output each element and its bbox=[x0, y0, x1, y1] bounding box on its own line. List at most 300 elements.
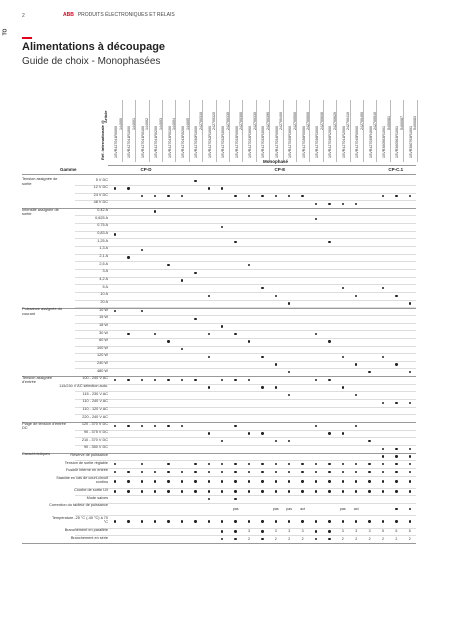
row-divider bbox=[75, 535, 416, 536]
availability-dot bbox=[141, 379, 143, 381]
availability-dot bbox=[127, 471, 129, 473]
gamme-header: CP-C.1 bbox=[388, 167, 404, 172]
availability-dot bbox=[261, 432, 263, 434]
row-divider bbox=[75, 231, 416, 232]
availability-dot bbox=[221, 490, 223, 492]
cell-value: pas bbox=[339, 507, 346, 512]
availability-dot bbox=[114, 379, 116, 381]
row-label: 120 - 370 V DC bbox=[81, 422, 108, 427]
availability-dot bbox=[114, 187, 116, 189]
availability-dot bbox=[154, 333, 156, 335]
availability-dot bbox=[141, 425, 143, 427]
section-divider bbox=[22, 208, 416, 209]
row-label: 24 V DC bbox=[93, 192, 108, 197]
availability-dot bbox=[395, 448, 397, 450]
availability-dot bbox=[301, 490, 303, 492]
availability-dot bbox=[221, 471, 223, 473]
availability-dot bbox=[275, 463, 277, 465]
row-label: 60 W bbox=[99, 338, 108, 343]
availability-dot bbox=[395, 363, 397, 365]
availability-dot bbox=[167, 379, 169, 381]
column-divider bbox=[149, 100, 150, 162]
availability-dot bbox=[288, 302, 290, 304]
availability-dot bbox=[181, 425, 183, 427]
product-ref: 1SVR427030R3000 bbox=[194, 126, 199, 158]
availability-dot bbox=[409, 448, 411, 450]
cell-value: 3 bbox=[368, 529, 371, 534]
row-label: 0,42 A bbox=[97, 208, 108, 213]
row-label: 18 W bbox=[99, 322, 108, 327]
availability-dot bbox=[194, 180, 196, 182]
availability-dot bbox=[261, 471, 263, 473]
cell-value: 3 bbox=[288, 529, 291, 534]
availability-dot bbox=[342, 480, 344, 482]
availability-dot bbox=[342, 471, 344, 473]
row-divider bbox=[75, 407, 416, 408]
availability-dot bbox=[288, 480, 290, 482]
availability-dot bbox=[208, 498, 210, 500]
product-ref: 1SVR427035R3000 bbox=[288, 126, 293, 158]
availability-dot bbox=[355, 490, 357, 492]
availability-dot bbox=[114, 471, 116, 473]
product-ref: 1SVR427033R3000 bbox=[248, 126, 252, 158]
section-label: Tension assignée de sortie bbox=[22, 176, 58, 186]
product-ref: 1SVR360563R1001 bbox=[382, 126, 386, 158]
availability-dot bbox=[328, 241, 330, 243]
availability-dot bbox=[127, 520, 129, 522]
availability-dot bbox=[141, 480, 143, 482]
availability-dot bbox=[261, 386, 263, 388]
availability-dot bbox=[248, 195, 250, 197]
availability-dot bbox=[315, 538, 317, 540]
availability-dot bbox=[234, 379, 236, 381]
product-article: 144004 bbox=[172, 118, 177, 130]
row-divider bbox=[75, 215, 416, 216]
cell-value: 3 bbox=[341, 529, 344, 534]
product-article: 5400083 bbox=[413, 116, 418, 130]
product-ref: 1SVR427034R0000 bbox=[274, 126, 279, 158]
availability-dot bbox=[275, 480, 277, 482]
availability-dot bbox=[261, 356, 263, 358]
row-label: 115/230 V AC sélection auto. bbox=[59, 384, 108, 389]
section-label: Puissance assignée du courant bbox=[22, 306, 63, 316]
availability-dot bbox=[395, 471, 397, 473]
row-divider bbox=[75, 330, 416, 331]
availability-dot bbox=[395, 480, 397, 482]
availability-dot bbox=[248, 340, 250, 342]
availability-dot bbox=[301, 520, 303, 522]
column-divider bbox=[242, 100, 243, 162]
availability-dot bbox=[114, 490, 116, 492]
availability-dot bbox=[234, 498, 236, 500]
column-divider bbox=[309, 100, 310, 162]
row-label: 210 - 370 V DC bbox=[81, 437, 108, 442]
product-article: 144001 bbox=[131, 118, 136, 130]
availability-dot bbox=[315, 379, 317, 381]
availability-dot bbox=[382, 520, 384, 522]
row-label: Tension de sortie réglable bbox=[64, 460, 108, 465]
product-ref: 1SVR427041R0000 bbox=[114, 126, 118, 158]
availability-dot bbox=[167, 264, 169, 266]
availability-dot bbox=[275, 490, 277, 492]
availability-dot bbox=[194, 463, 196, 465]
availability-dot bbox=[409, 471, 411, 473]
availability-dot bbox=[194, 480, 196, 482]
cell-value: 2 bbox=[408, 537, 411, 542]
availability-dot bbox=[275, 295, 277, 297]
row-label: 480 W bbox=[97, 368, 108, 373]
availability-dot bbox=[234, 195, 236, 197]
product-article: 144000 bbox=[118, 118, 123, 130]
availability-dot bbox=[208, 333, 210, 335]
availability-dot bbox=[181, 348, 183, 350]
product-ref: 1SVR427043R0200 bbox=[181, 126, 185, 158]
row-divider bbox=[75, 238, 416, 239]
product-article: 242700450 bbox=[359, 112, 364, 130]
product-ref: 1SVR427043R0100 bbox=[167, 126, 172, 158]
column-divider bbox=[350, 100, 351, 162]
availability-dot bbox=[167, 463, 169, 465]
availability-dot bbox=[328, 538, 330, 540]
column-divider bbox=[296, 100, 297, 162]
row-divider bbox=[75, 200, 416, 201]
row-divider bbox=[75, 368, 416, 369]
row-label: Correction du facteur de puissance bbox=[49, 503, 108, 508]
row-label: 10 W bbox=[99, 307, 108, 312]
availability-dot bbox=[275, 471, 277, 473]
availability-dot bbox=[208, 463, 210, 465]
row-label: 115 - 230 V AC bbox=[82, 391, 108, 396]
row-label: 110 - 240 V AC bbox=[82, 399, 108, 404]
product-ref: 1SVR427033R0000 bbox=[234, 126, 239, 158]
cell-value: 2 bbox=[395, 537, 398, 542]
cell-value: 2 bbox=[355, 537, 358, 542]
availability-dot bbox=[221, 530, 223, 532]
availability-dot bbox=[355, 425, 357, 427]
availability-dot bbox=[141, 249, 143, 251]
product-article: 242700330 bbox=[225, 112, 230, 130]
row-divider bbox=[75, 361, 416, 362]
row-label: Branchement en série bbox=[70, 535, 108, 540]
availability-dot bbox=[395, 508, 397, 510]
header-divider bbox=[108, 165, 416, 166]
row-label: 1,25 A bbox=[97, 238, 108, 243]
row-divider bbox=[75, 346, 416, 347]
availability-dot bbox=[395, 455, 397, 457]
availability-dot bbox=[114, 425, 116, 427]
availability-dot bbox=[315, 203, 317, 205]
availability-dot bbox=[328, 432, 330, 434]
availability-dot bbox=[275, 386, 277, 388]
availability-dot bbox=[395, 402, 397, 404]
product-ref: 1SVR360563R1001 bbox=[395, 126, 400, 158]
availability-dot bbox=[342, 287, 344, 289]
availability-dot bbox=[154, 471, 156, 473]
column-divider bbox=[363, 100, 364, 162]
cell-value: 2 bbox=[341, 537, 344, 542]
availability-dot bbox=[181, 195, 183, 197]
availability-dot bbox=[261, 287, 263, 289]
availability-dot bbox=[315, 471, 317, 473]
availability-dot bbox=[194, 272, 196, 274]
product-article: 242700540 bbox=[373, 112, 378, 130]
availability-dot bbox=[127, 379, 129, 381]
brand-logo: ABB bbox=[63, 12, 74, 18]
header-ref-label: Réf. internationale @ bbox=[100, 120, 105, 160]
product-article: 242700630 bbox=[319, 112, 324, 130]
availability-dot bbox=[234, 471, 236, 473]
availability-dot bbox=[208, 295, 210, 297]
availability-dot bbox=[382, 455, 384, 457]
row-divider bbox=[75, 437, 416, 438]
column-divider bbox=[162, 100, 163, 162]
availability-dot bbox=[315, 490, 317, 492]
row-label: 15 W bbox=[99, 315, 108, 320]
row-divider bbox=[75, 515, 416, 516]
availability-dot bbox=[328, 463, 330, 465]
row-divider bbox=[75, 315, 416, 316]
availability-dot bbox=[127, 425, 129, 427]
row-label: Stabilité en cas de court-circuit continu bbox=[56, 475, 108, 485]
availability-dot bbox=[275, 195, 277, 197]
row-label: 90 - 350 V DC bbox=[83, 445, 108, 450]
column-divider bbox=[175, 100, 176, 162]
availability-dot bbox=[167, 490, 169, 492]
row-label: 5 V DC bbox=[95, 177, 108, 182]
row-label: 3 A bbox=[102, 269, 108, 274]
cell-value: 2 bbox=[368, 537, 371, 542]
availability-dot bbox=[248, 480, 250, 482]
product-ref: 1SVR427032R1000 bbox=[207, 126, 212, 158]
availability-dot bbox=[208, 471, 210, 473]
column-divider bbox=[135, 100, 136, 162]
row-divider bbox=[75, 300, 416, 301]
row-label: 12 V DC bbox=[93, 185, 108, 190]
row-divider bbox=[75, 254, 416, 255]
row-label: 120 W bbox=[97, 353, 108, 358]
section-label: Plage de tension d'entrée DC bbox=[22, 420, 67, 431]
availability-dot bbox=[288, 490, 290, 492]
row-label: Fusible interne en entrée bbox=[65, 468, 108, 473]
availability-dot bbox=[208, 480, 210, 482]
row-label: Réserve de puissance bbox=[70, 452, 108, 457]
row-label: 10 A bbox=[100, 292, 108, 297]
column-divider bbox=[229, 100, 230, 162]
availability-dot bbox=[234, 530, 236, 532]
product-ref: 1SVR427036R3000 bbox=[315, 126, 319, 158]
availability-dot bbox=[368, 490, 370, 492]
gamme-header: CP-D bbox=[140, 167, 152, 172]
product-ref: 1SVR427035R4000 bbox=[368, 126, 373, 158]
availability-dot bbox=[194, 471, 196, 473]
availability-dot bbox=[288, 463, 290, 465]
row-divider bbox=[75, 460, 416, 461]
availability-dot bbox=[261, 195, 263, 197]
availability-dot bbox=[261, 538, 263, 540]
availability-dot bbox=[234, 520, 236, 522]
availability-dot bbox=[248, 264, 250, 266]
availability-dot bbox=[355, 480, 357, 482]
row-divider bbox=[75, 445, 416, 446]
availability-dot bbox=[288, 471, 290, 473]
availability-dot bbox=[301, 471, 303, 473]
availability-dot bbox=[409, 371, 411, 373]
row-label: 240 W bbox=[97, 361, 108, 366]
row-divider bbox=[75, 246, 416, 247]
availability-dot bbox=[409, 455, 411, 457]
cell-value: 5 bbox=[382, 529, 384, 534]
availability-dot bbox=[355, 463, 357, 465]
availability-dot bbox=[275, 440, 277, 442]
cell-value: 3 bbox=[301, 529, 304, 534]
row-divider bbox=[75, 488, 416, 489]
availability-dot bbox=[382, 490, 384, 492]
availability-dot bbox=[221, 463, 223, 465]
product-article: 5400087 bbox=[399, 116, 404, 130]
availability-dot bbox=[167, 480, 169, 482]
availability-dot bbox=[328, 520, 330, 522]
availability-dot bbox=[368, 371, 370, 373]
availability-dot bbox=[315, 463, 317, 465]
availability-dot bbox=[409, 463, 411, 465]
availability-dot bbox=[167, 340, 169, 342]
availability-dot bbox=[395, 295, 397, 297]
availability-dot bbox=[234, 333, 236, 335]
section-divider bbox=[22, 543, 416, 544]
row-label: Mode salves bbox=[86, 495, 108, 500]
availability-dot bbox=[154, 210, 156, 212]
product-article: 242700400 bbox=[279, 112, 284, 130]
availability-dot bbox=[234, 425, 236, 427]
availability-dot bbox=[409, 195, 411, 197]
availability-dot bbox=[342, 386, 344, 388]
cell-value: 3 bbox=[248, 529, 250, 534]
row-label: 90 - 375 V DC bbox=[83, 429, 108, 434]
availability-dot bbox=[248, 463, 250, 465]
row-label: 220 - 240 V AC bbox=[82, 414, 108, 419]
availability-dot bbox=[275, 520, 277, 522]
product-ref: 1SVR427041R1000 bbox=[127, 126, 132, 158]
row-label: 20 A bbox=[100, 299, 108, 304]
availability-dot bbox=[221, 379, 223, 381]
column-divider bbox=[336, 100, 337, 162]
row-label: 2,5 A bbox=[99, 261, 108, 266]
cell-value: pas bbox=[232, 507, 239, 512]
availability-dot bbox=[409, 480, 411, 482]
availability-dot bbox=[315, 530, 317, 532]
availability-dot bbox=[355, 520, 357, 522]
availability-dot bbox=[315, 520, 317, 522]
availability-dot bbox=[154, 480, 156, 482]
column-divider bbox=[256, 100, 257, 162]
availability-dot bbox=[315, 425, 317, 427]
availability-dot bbox=[261, 480, 263, 482]
product-article: 242700500 bbox=[292, 112, 297, 130]
availability-dot bbox=[409, 302, 411, 304]
product-article: 242700390 bbox=[265, 112, 270, 130]
availability-dot bbox=[141, 490, 143, 492]
availability-dot bbox=[234, 241, 236, 243]
availability-dot bbox=[221, 520, 223, 522]
column-divider bbox=[216, 100, 217, 162]
availability-dot bbox=[368, 480, 370, 482]
row-divider bbox=[75, 384, 416, 385]
column-divider bbox=[390, 100, 391, 162]
availability-dot bbox=[114, 310, 116, 312]
header-bottom-line bbox=[22, 174, 416, 175]
availability-dot bbox=[181, 379, 183, 381]
product-article: 144005 bbox=[185, 118, 190, 130]
availability-dot bbox=[114, 520, 116, 522]
availability-dot bbox=[382, 287, 384, 289]
availability-dot bbox=[328, 203, 330, 205]
availability-dot bbox=[261, 530, 263, 532]
availability-dot bbox=[127, 480, 129, 482]
product-ref: 1SVR427033R3000 bbox=[261, 126, 266, 158]
availability-dot bbox=[261, 463, 263, 465]
product-article: 242700330 bbox=[252, 112, 257, 130]
availability-dot bbox=[368, 440, 370, 442]
row-divider bbox=[75, 476, 416, 477]
availability-dot bbox=[167, 471, 169, 473]
row-label: 48 V DC bbox=[93, 200, 108, 205]
availability-dot bbox=[167, 425, 169, 427]
availability-dot bbox=[167, 195, 169, 197]
availability-dot bbox=[382, 448, 384, 450]
header-article-label: Article bbox=[103, 110, 108, 123]
availability-dot bbox=[208, 386, 210, 388]
product-ref: 1SVR427032R3000 bbox=[221, 126, 226, 158]
row-label: Branchement en parallèle bbox=[64, 527, 108, 532]
row-divider bbox=[75, 495, 416, 496]
row-divider bbox=[75, 414, 416, 415]
availability-dot bbox=[154, 425, 156, 427]
product-ref: 1SVR427041R2000 bbox=[341, 126, 346, 158]
cell-value: 5 bbox=[395, 529, 398, 534]
row-divider bbox=[75, 399, 416, 400]
availability-dot bbox=[234, 463, 236, 465]
availability-dot bbox=[382, 195, 384, 197]
cell-value: act bbox=[300, 507, 305, 512]
cell-value: 2 bbox=[288, 537, 291, 542]
availability-dot bbox=[248, 490, 250, 492]
cell-value: 2 bbox=[382, 537, 384, 542]
availability-dot bbox=[355, 471, 357, 473]
availability-dot bbox=[221, 480, 223, 482]
availability-dot bbox=[288, 394, 290, 396]
section-label: Tension assignée d'entrée bbox=[22, 374, 53, 385]
availability-dot bbox=[181, 279, 183, 281]
availability-dot bbox=[194, 490, 196, 492]
availability-dot bbox=[328, 530, 330, 532]
availability-dot bbox=[301, 480, 303, 482]
row-divider bbox=[75, 323, 416, 324]
availability-dot bbox=[208, 432, 210, 434]
section-label: Caractéristiques bbox=[22, 451, 51, 457]
availability-dot bbox=[382, 471, 384, 473]
column-divider bbox=[403, 100, 404, 162]
availability-dot bbox=[328, 480, 330, 482]
product-article: 144003 bbox=[158, 118, 163, 130]
availability-dot bbox=[114, 233, 116, 235]
row-label: 0,625 A bbox=[95, 215, 108, 220]
availability-dot bbox=[288, 440, 290, 442]
availability-dot bbox=[181, 520, 183, 522]
availability-dot bbox=[221, 325, 223, 327]
cell-value: act bbox=[353, 507, 359, 512]
section-divider bbox=[22, 308, 416, 309]
availability-dot bbox=[154, 379, 156, 381]
